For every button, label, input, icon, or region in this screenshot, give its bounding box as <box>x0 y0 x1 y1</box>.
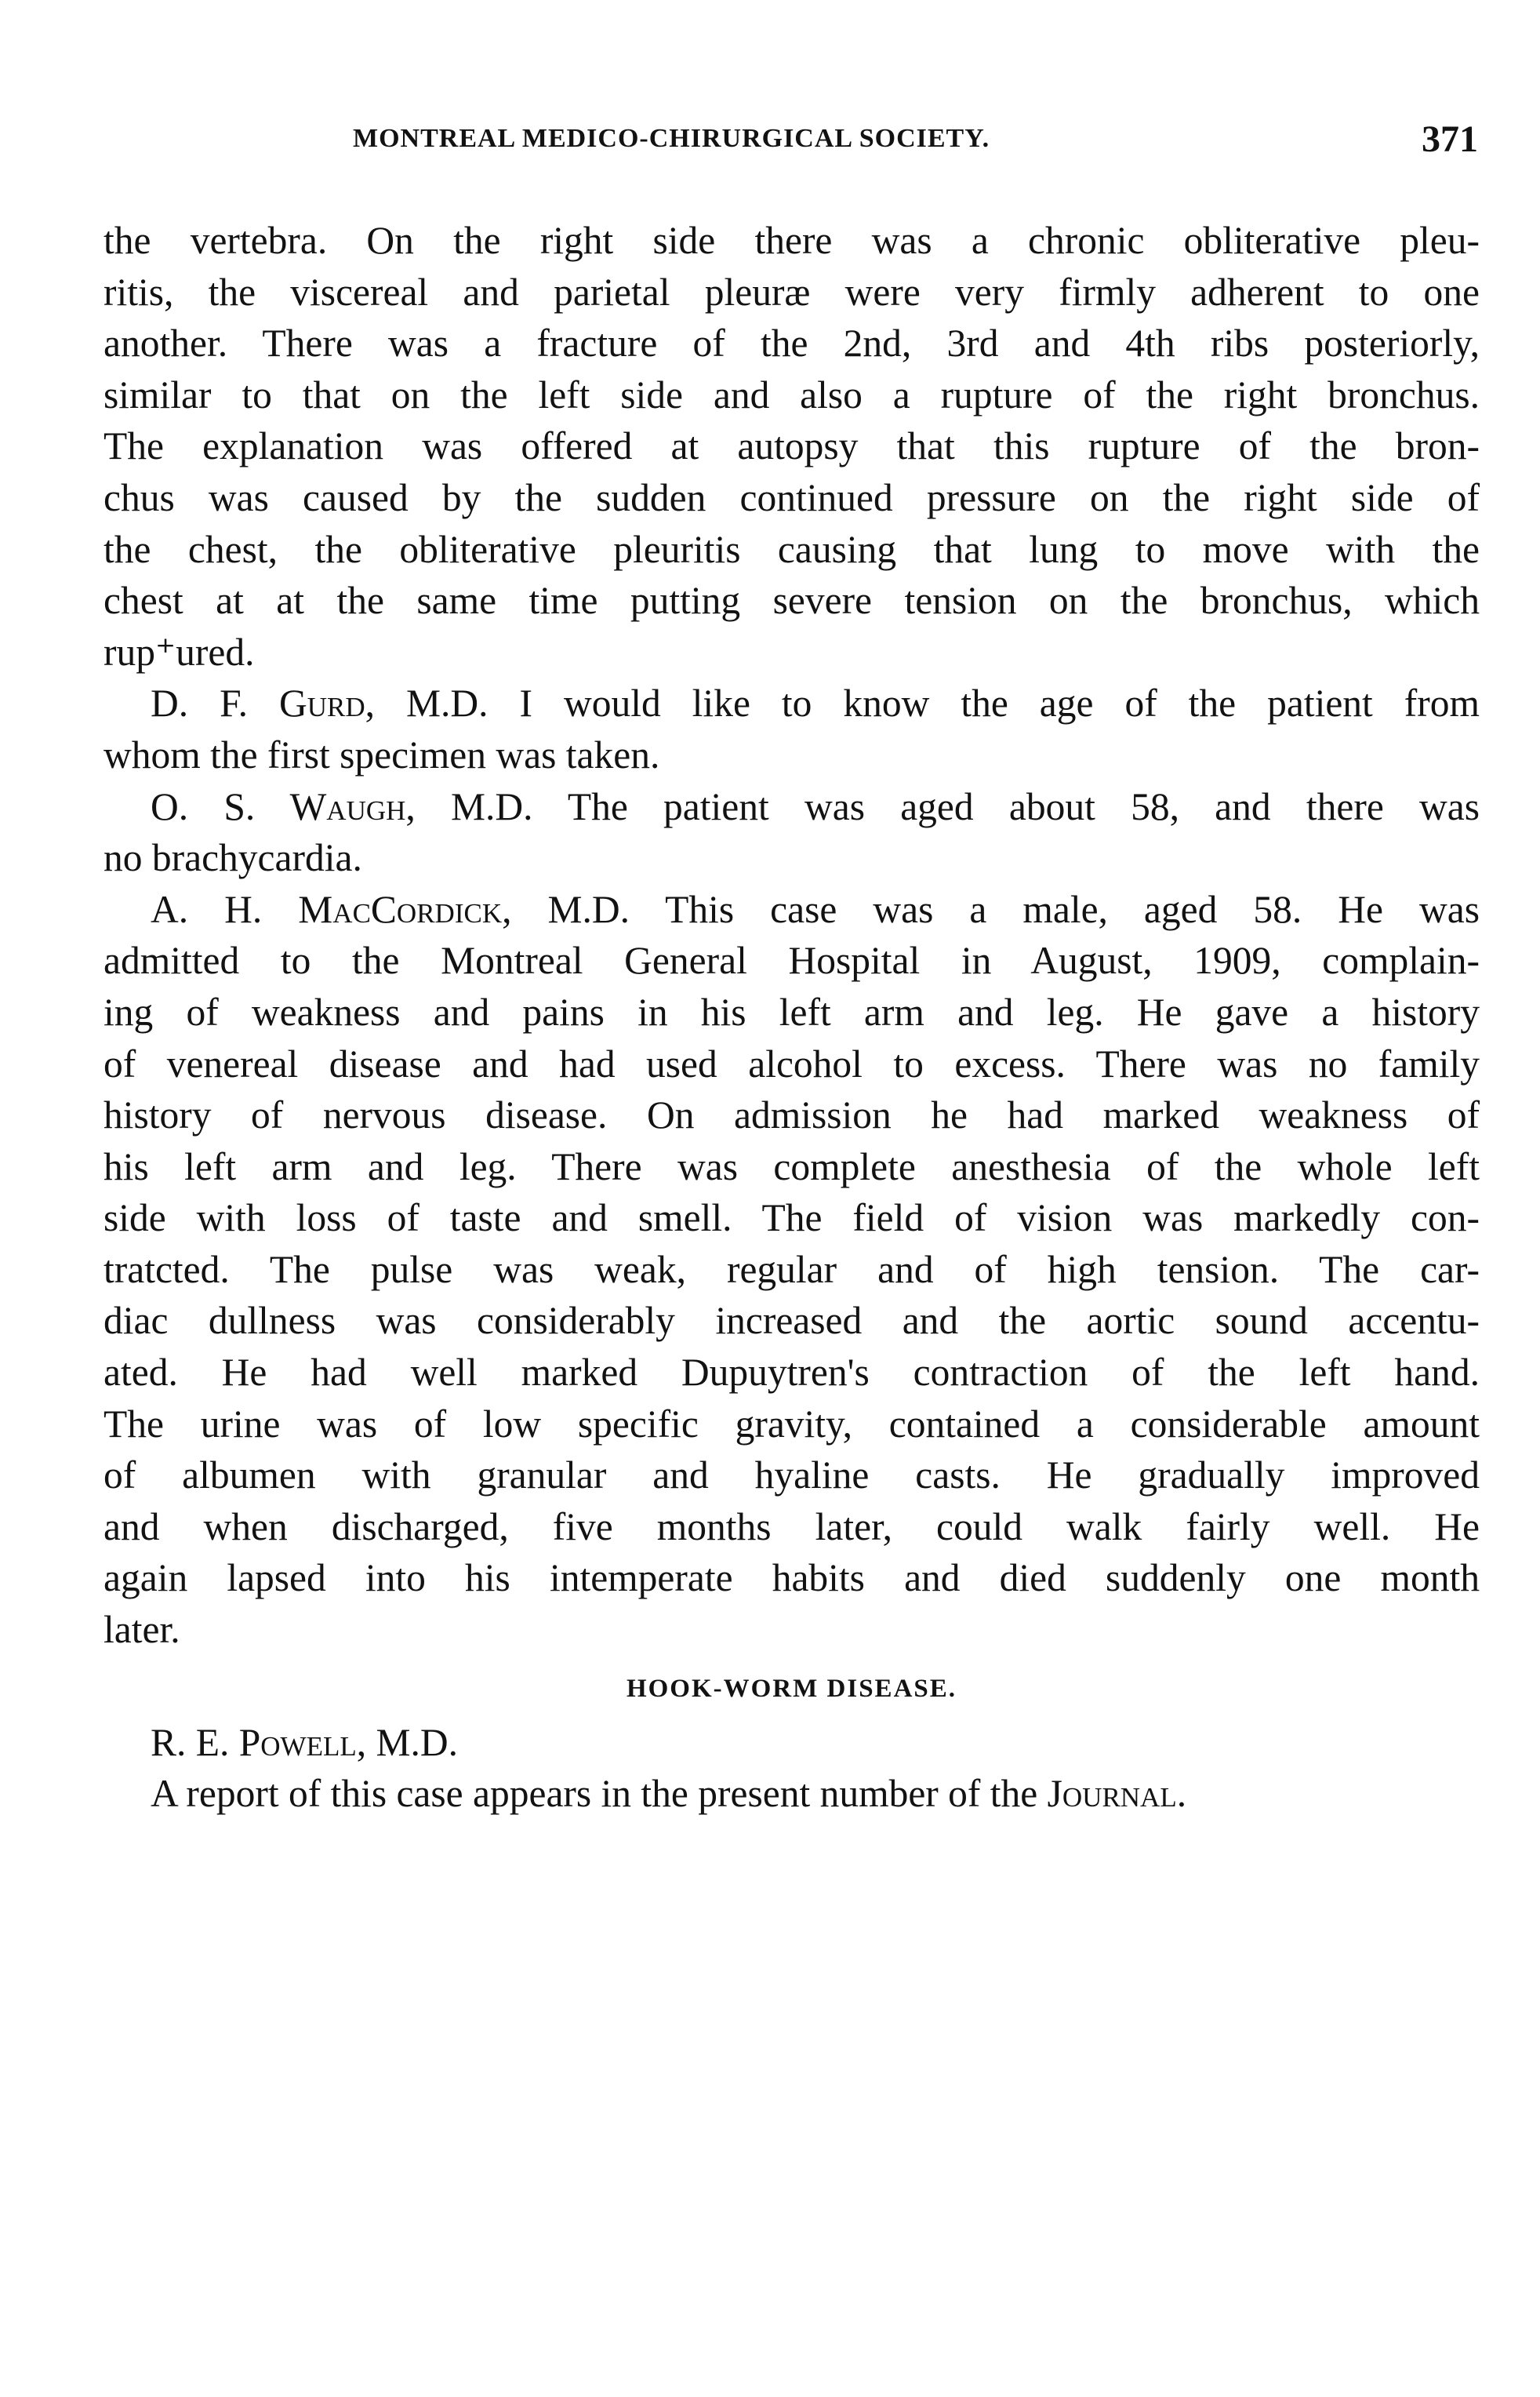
text-line: ing of weakness and pains in his left arm and leg. He gave a history <box>104 990 1480 1034</box>
text-line: the chest, the obliterative pleuritis causing that lung to move with the <box>104 527 1480 571</box>
text-line <box>104 678 1480 729</box>
text-line <box>104 781 1480 833</box>
report-note <box>104 1768 1480 1820</box>
text-line: The urine was of low specific gravity, contained a considerable amount <box>104 1402 1480 1446</box>
running-head <box>104 118 1480 180</box>
speaker-name: A. H. MacCordick, M.D. <box>151 887 630 931</box>
paragraph-continuation <box>104 215 1480 678</box>
document-page <box>104 118 1480 1820</box>
running-title: MONTREAL MEDICO-CHIRURGICAL SOCIETY. <box>353 124 990 153</box>
text-line <box>104 1768 1480 1820</box>
speaker-remark: This case was a male, aged 58. He was <box>665 887 1480 931</box>
journal-name: Journal. <box>1047 1772 1187 1816</box>
text-line <box>104 1717 1480 1769</box>
text-line: another. There was a fracture of the 2nd, 3rd and 4th ribs posteriorly, <box>104 322 1480 366</box>
text-line: no brachycardia. <box>104 836 362 880</box>
body-text <box>104 215 1480 1820</box>
text-line: similar to that on the left side and also a rupture of the right bronchus. <box>104 373 1480 416</box>
report-note-text: A report of this case appears in the present number of the <box>151 1772 1048 1816</box>
text-line: later. <box>104 1608 180 1652</box>
discussion-gurd <box>104 678 1480 780</box>
speaker-remark: The patient was aged about 58, and there was <box>567 784 1480 828</box>
presenter-powell <box>104 1717 1480 1769</box>
case-report-maccordick <box>104 884 1480 1656</box>
text-line: and when discharged, five months later, could walk fairly well. He <box>104 1504 1480 1548</box>
text-line: rup⁺ured. <box>104 630 255 674</box>
text-line: chus was caused by the sudden continued pressure on the right side of <box>104 475 1480 519</box>
section-heading: HOOK-WORM DISEASE. <box>626 1674 957 1703</box>
text-line: side with loss of taste and smell. The field of vision was markedly con- <box>104 1196 1480 1240</box>
text-line: tratcted. The pulse was weak, regular and of high tension. The car- <box>104 1247 1480 1291</box>
text-line: ated. He had well marked Dupuytren's contraction of the left hand. <box>104 1351 1480 1395</box>
text-line: the vertebra. On the right side there was a chronic obliterative pleu- <box>104 219 1480 262</box>
text-line: chest at at the same time putting severe tension on the bronchus, which <box>104 579 1480 623</box>
text-line: ritis, the viscereal and parietal pleuræ were very firmly adherent to one <box>104 270 1480 314</box>
discussion-waugh <box>104 781 1480 884</box>
text-line: whom the first specimen was taken. <box>104 733 660 777</box>
text-line: diac dullness was considerably increased and the aortic sound accentu- <box>104 1299 1480 1343</box>
text-line: of albumen with granular and hyaline casts. He gradually improved <box>104 1453 1480 1497</box>
speaker-remark: I would like to know the age of the patient from <box>519 682 1480 726</box>
text-line: history of nervous disease. On admission he had marked weakness of <box>104 1093 1480 1137</box>
text-line: his left arm and leg. There was complete anesthesia of the whole left <box>104 1144 1480 1188</box>
text-line: The explanation was offered at autopsy that this rupture of the bron- <box>104 424 1480 468</box>
speaker-name: D. F. Gurd, M.D. <box>151 682 489 726</box>
page-number: 371 <box>1422 118 1478 160</box>
speaker-name: O. S. Waugh, M.D. <box>151 784 533 828</box>
text-line: admitted to the Montreal General Hospital in August, 1909, complain- <box>104 939 1480 983</box>
speaker-name: R. E. Powell, M.D. <box>151 1720 458 1764</box>
text-line: again lapsed into his intemperate habits and died suddenly one month <box>104 1556 1480 1600</box>
text-line <box>104 884 1480 936</box>
text-line: of venereal disease and had used alcohol to excess. There was no family <box>104 1042 1480 1086</box>
